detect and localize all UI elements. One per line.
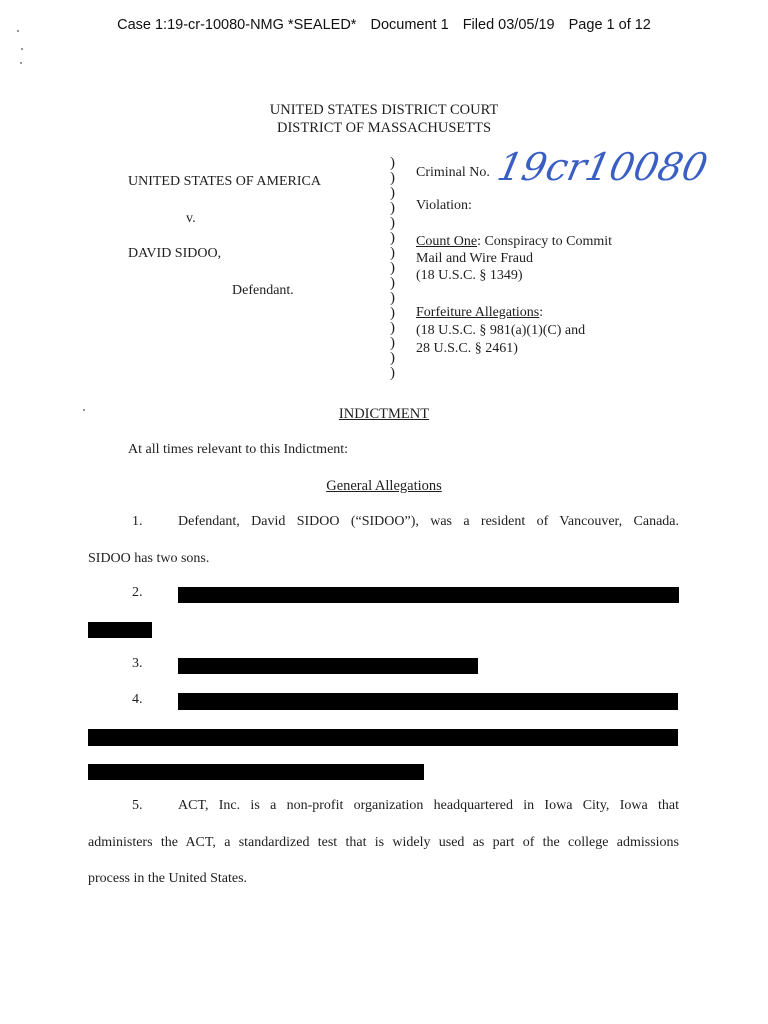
paragraph-3-number: 3. [132, 656, 143, 671]
filed-date: Filed 03/05/19 [462, 17, 555, 33]
handwritten-case-number-text: 19cr10080 [493, 145, 712, 190]
paragraph-5-line2: administers the ACT, a standardized test that is widely used as part of the college admissions [88, 835, 679, 850]
forfeiture-colon: : [539, 305, 544, 320]
scan-speck [21, 48, 23, 50]
redaction-bar [178, 693, 678, 710]
indictment-title: INDICTMENT [338, 406, 430, 422]
page-count: Page 1 of 12 [568, 17, 651, 33]
court-name [0, 101, 768, 137]
count-one-line2: Mail and Wire Fraud [416, 251, 533, 266]
caption-defendant-name: DAVID SIDOO, [128, 246, 222, 261]
scan-speck [17, 30, 19, 32]
count-one-line1 [416, 233, 612, 250]
case-number: Case 1:19-cr-10080-NMG *SEALED* [117, 17, 357, 33]
court-name-line2: DISTRICT OF MASSACHUSETTS [276, 120, 492, 136]
paragraph-5-line1: ACT, Inc. is a non-profit organization headquartered in Iowa City, Iowa that [178, 798, 679, 813]
paragraph-5-line3: process in the United States. [88, 871, 248, 886]
document-number: Document 1 [370, 17, 449, 33]
forfeiture-label: Forfeiture Allegations [416, 305, 540, 320]
redaction-bar [88, 729, 678, 746]
caption-defendant-role: Defendant. [232, 283, 294, 298]
paragraph-1-line1: Defendant, David SIDOO (“SIDOO”), was a resident of Vancouver, Canada. [178, 514, 679, 529]
redaction-bar [88, 764, 424, 780]
filing-header-stamp [0, 17, 768, 33]
caption-parentheses: ) ) ) ) ) ) ) ) ) ) ) ) ) ) ) [390, 155, 395, 381]
forfeiture-line2: (18 U.S.C. § 981(a)(1)(C) and [416, 323, 586, 338]
caption-plaintiff: UNITED STATES OF AMERICA [128, 174, 321, 189]
redaction-bar [88, 622, 152, 638]
general-allegations-heading: General Allegations [326, 478, 442, 494]
paragraph-2-number: 2. [132, 585, 143, 600]
paragraph-1-number: 1. [132, 514, 143, 529]
count-one-text: : Conspiracy to Commit [477, 234, 613, 249]
paragraph-4-number: 4. [132, 692, 143, 707]
count-one-label: Count One [416, 234, 478, 249]
count-one-line3: (18 U.S.C. § 1349) [416, 268, 523, 283]
redaction-bar [178, 658, 478, 674]
court-name-line1: UNITED STATES DISTRICT COURT [269, 102, 499, 118]
scan-speck [20, 62, 22, 64]
paragraph-1-line2: SIDOO has two sons. [88, 551, 210, 566]
indictment-intro: At all times relevant to this Indictment: [128, 442, 349, 457]
redaction-bar [178, 587, 679, 603]
forfeiture-line1 [416, 304, 543, 321]
violation-label: Violation: [416, 198, 472, 213]
forfeiture-line3: 28 U.S.C. § 2461) [416, 341, 518, 356]
handwritten-case-number [493, 140, 712, 200]
caption-versus: v. [186, 211, 196, 226]
criminal-number-label: Criminal No. [416, 165, 490, 180]
paragraph-5-number: 5. [132, 798, 143, 813]
